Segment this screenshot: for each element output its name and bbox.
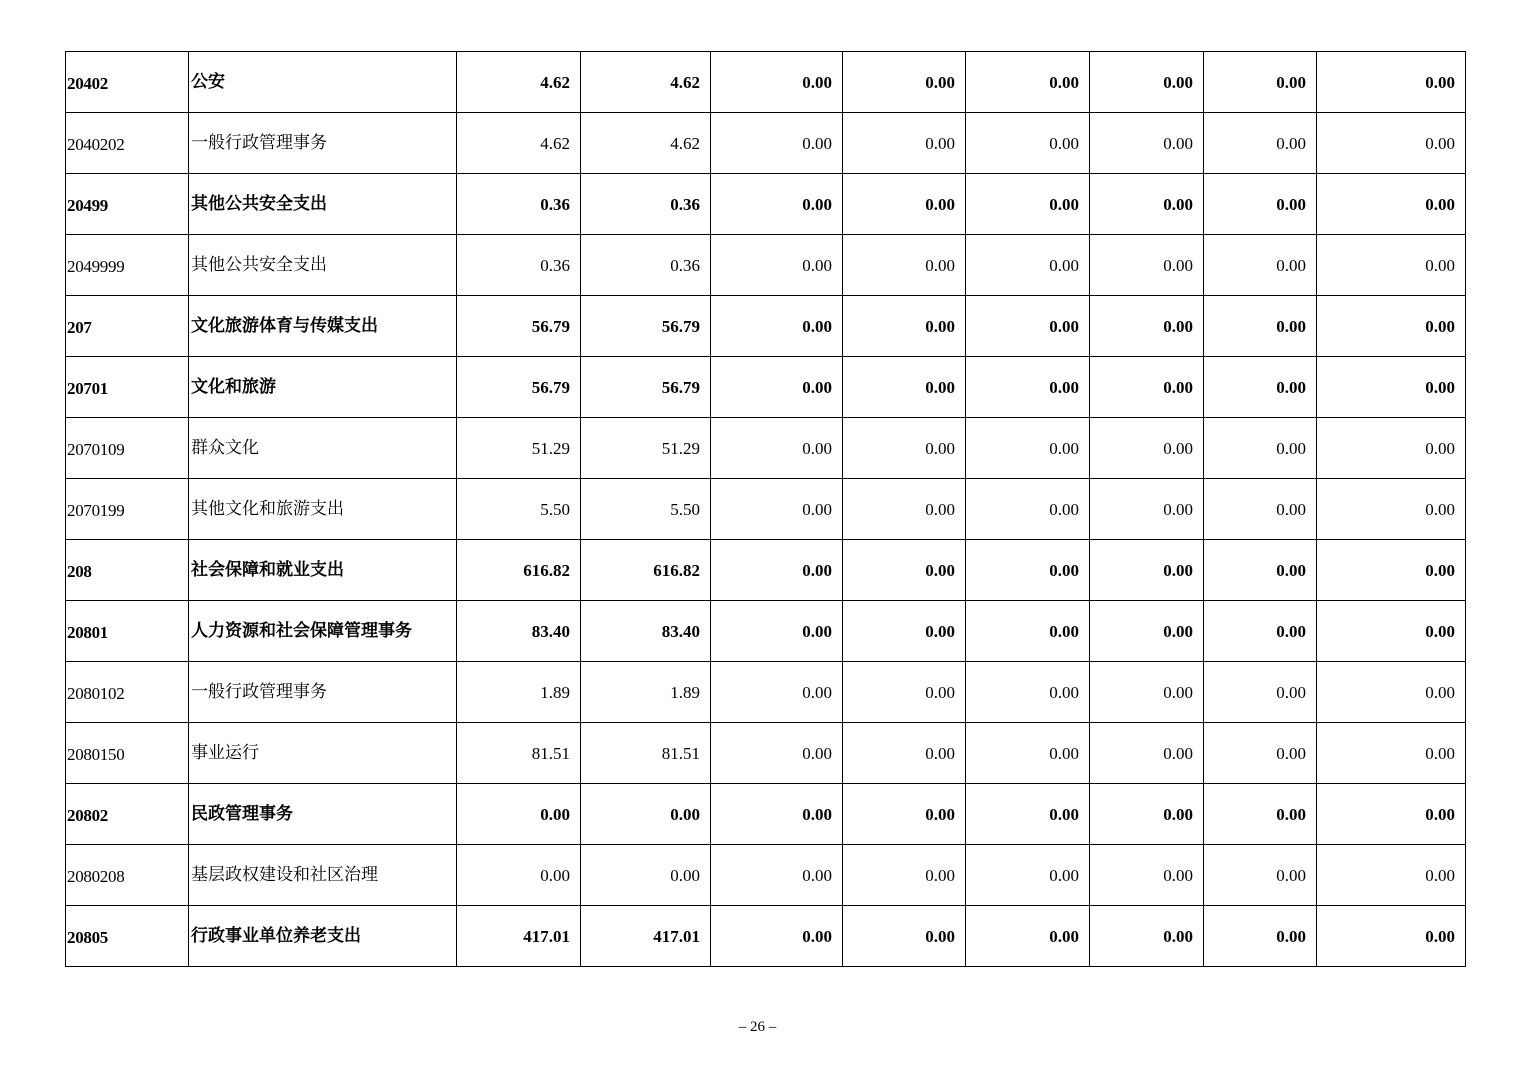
amount-cell: 0.00 — [1090, 479, 1204, 540]
amount-cell: 0.00 — [966, 357, 1090, 418]
amount-cell: 0.00 — [966, 296, 1090, 357]
amount-cell: 0.00 — [843, 784, 966, 845]
amount-cell: 0.00 — [966, 540, 1090, 601]
amount-cell: 0.00 — [1090, 235, 1204, 296]
amount-cell: 0.00 — [1090, 784, 1204, 845]
amount-cell: 0.00 — [843, 540, 966, 601]
amount-cell: 0.00 — [1317, 784, 1466, 845]
table-row — [66, 845, 1466, 906]
subject-code-cell: 2049999 — [66, 235, 189, 296]
amount-cell: 0.00 — [966, 723, 1090, 784]
amount-cell: 417.01 — [457, 906, 581, 967]
amount-cell: 0.00 — [1204, 52, 1317, 113]
subject-code-cell: 2080102 — [66, 662, 189, 723]
amount-cell: 0.00 — [1317, 845, 1466, 906]
table-row — [66, 418, 1466, 479]
amount-cell: 4.62 — [457, 113, 581, 174]
subject-code-cell: 2070199 — [66, 479, 189, 540]
amount-cell: 0.00 — [1317, 174, 1466, 235]
amount-cell: 0.00 — [1317, 601, 1466, 662]
budget-table — [65, 51, 1466, 967]
amount-cell: 4.62 — [581, 113, 711, 174]
amount-cell: 0.00 — [843, 113, 966, 174]
amount-cell: 0.00 — [711, 906, 843, 967]
subject-name-cell: 民政管理事务 — [189, 784, 457, 845]
table-row — [66, 540, 1466, 601]
amount-cell: 0.00 — [711, 662, 843, 723]
amount-cell: 0.00 — [1090, 113, 1204, 174]
page-number: – 26 – — [738, 1019, 777, 1035]
amount-cell: 0.00 — [1317, 662, 1466, 723]
table-row — [66, 174, 1466, 235]
amount-cell: 0.00 — [1204, 906, 1317, 967]
amount-cell: 0.00 — [843, 845, 966, 906]
amount-cell: 0.00 — [843, 357, 966, 418]
subject-name-cell: 一般行政管理事务 — [189, 662, 457, 723]
amount-cell: 0.00 — [1317, 296, 1466, 357]
amount-cell: 83.40 — [457, 601, 581, 662]
subject-name-cell: 其他公共安全支出 — [189, 235, 457, 296]
amount-cell: 0.00 — [1090, 357, 1204, 418]
amount-cell: 0.00 — [1204, 845, 1317, 906]
amount-cell: 0.00 — [1204, 601, 1317, 662]
amount-cell: 51.29 — [457, 418, 581, 479]
amount-cell: 0.00 — [1090, 296, 1204, 357]
amount-cell: 0.00 — [843, 418, 966, 479]
subject-code-cell: 20499 — [66, 174, 189, 235]
amount-cell: 0.00 — [1204, 418, 1317, 479]
amount-cell: 0.00 — [1317, 540, 1466, 601]
amount-cell: 0.00 — [711, 479, 843, 540]
amount-cell: 0.36 — [581, 235, 711, 296]
amount-cell: 0.00 — [581, 784, 711, 845]
table-row — [66, 662, 1466, 723]
amount-cell: 0.00 — [966, 418, 1090, 479]
subject-code-cell: 2040202 — [66, 113, 189, 174]
subject-code-cell: 20402 — [66, 52, 189, 113]
amount-cell: 0.00 — [1204, 723, 1317, 784]
amount-cell: 0.00 — [1090, 723, 1204, 784]
amount-cell: 0.00 — [1090, 52, 1204, 113]
amount-cell: 0.00 — [1090, 601, 1204, 662]
amount-cell: 616.82 — [581, 540, 711, 601]
subject-name-cell: 行政事业单位养老支出 — [189, 906, 457, 967]
amount-cell: 0.00 — [1204, 357, 1317, 418]
amount-cell: 4.62 — [457, 52, 581, 113]
subject-code-cell: 2070109 — [66, 418, 189, 479]
amount-cell: 0.00 — [843, 235, 966, 296]
amount-cell: 0.00 — [711, 52, 843, 113]
amount-cell: 56.79 — [457, 357, 581, 418]
amount-cell: 0.00 — [1090, 174, 1204, 235]
subject-name-cell: 社会保障和就业支出 — [189, 540, 457, 601]
table-row — [66, 357, 1466, 418]
subject-code-cell: 20701 — [66, 357, 189, 418]
table-row — [66, 52, 1466, 113]
subject-code-cell: 20801 — [66, 601, 189, 662]
amount-cell: 0.00 — [1090, 540, 1204, 601]
amount-cell: 56.79 — [581, 296, 711, 357]
subject-code-cell: 2080150 — [66, 723, 189, 784]
amount-cell: 0.00 — [457, 784, 581, 845]
amount-cell: 0.00 — [843, 479, 966, 540]
amount-cell: 616.82 — [457, 540, 581, 601]
amount-cell: 1.89 — [581, 662, 711, 723]
amount-cell: 0.00 — [1317, 479, 1466, 540]
amount-cell: 0.00 — [1090, 662, 1204, 723]
amount-cell: 0.00 — [966, 784, 1090, 845]
amount-cell: 0.00 — [966, 601, 1090, 662]
amount-cell: 5.50 — [457, 479, 581, 540]
amount-cell: 81.51 — [457, 723, 581, 784]
amount-cell: 0.00 — [1317, 723, 1466, 784]
amount-cell: 0.00 — [711, 845, 843, 906]
amount-cell: 417.01 — [581, 906, 711, 967]
table-row — [66, 601, 1466, 662]
amount-cell: 0.00 — [1204, 540, 1317, 601]
table-row — [66, 235, 1466, 296]
amount-cell: 0.00 — [1090, 906, 1204, 967]
subject-code-cell: 20805 — [66, 906, 189, 967]
amount-cell: 0.00 — [843, 662, 966, 723]
amount-cell: 0.00 — [711, 418, 843, 479]
amount-cell: 0.00 — [711, 174, 843, 235]
table-row — [66, 479, 1466, 540]
table-row — [66, 296, 1466, 357]
table-row — [66, 906, 1466, 967]
subject-code-cell: 207 — [66, 296, 189, 357]
amount-cell: 0.00 — [1090, 845, 1204, 906]
amount-cell: 0.00 — [843, 52, 966, 113]
table-body — [66, 52, 1466, 967]
amount-cell: 0.00 — [711, 723, 843, 784]
amount-cell: 0.00 — [711, 784, 843, 845]
table-row — [66, 784, 1466, 845]
amount-cell: 0.00 — [1204, 174, 1317, 235]
amount-cell: 0.00 — [711, 113, 843, 174]
amount-cell: 0.00 — [1317, 357, 1466, 418]
amount-cell: 0.00 — [966, 906, 1090, 967]
amount-cell: 83.40 — [581, 601, 711, 662]
amount-cell: 0.00 — [966, 845, 1090, 906]
amount-cell: 0.00 — [966, 52, 1090, 113]
amount-cell: 0.00 — [711, 357, 843, 418]
amount-cell: 0.00 — [581, 845, 711, 906]
table-row — [66, 723, 1466, 784]
amount-cell: 5.50 — [581, 479, 711, 540]
amount-cell: 0.00 — [966, 662, 1090, 723]
subject-name-cell: 群众文化 — [189, 418, 457, 479]
amount-cell: 0.00 — [1317, 418, 1466, 479]
amount-cell: 51.29 — [581, 418, 711, 479]
amount-cell: 0.00 — [711, 601, 843, 662]
amount-cell: 0.36 — [457, 235, 581, 296]
amount-cell: 0.00 — [711, 235, 843, 296]
amount-cell: 81.51 — [581, 723, 711, 784]
subject-name-cell: 其他公共安全支出 — [189, 174, 457, 235]
amount-cell: 0.00 — [843, 906, 966, 967]
amount-cell: 0.00 — [1317, 906, 1466, 967]
amount-cell: 0.00 — [1317, 113, 1466, 174]
amount-cell: 56.79 — [581, 357, 711, 418]
subject-code-cell: 208 — [66, 540, 189, 601]
amount-cell: 0.00 — [1204, 235, 1317, 296]
amount-cell: 0.00 — [711, 540, 843, 601]
amount-cell: 0.00 — [843, 723, 966, 784]
amount-cell: 0.00 — [1090, 418, 1204, 479]
amount-cell: 0.00 — [457, 845, 581, 906]
amount-cell: 0.00 — [1204, 296, 1317, 357]
amount-cell: 0.00 — [843, 296, 966, 357]
amount-cell: 56.79 — [457, 296, 581, 357]
subject-name-cell: 人力资源和社会保障管理事务 — [189, 601, 457, 662]
subject-name-cell: 文化和旅游 — [189, 357, 457, 418]
subject-name-cell: 文化旅游体育与传媒支出 — [189, 296, 457, 357]
amount-cell: 0.00 — [843, 174, 966, 235]
table-row — [66, 113, 1466, 174]
subject-name-cell: 基层政权建设和社区治理 — [189, 845, 457, 906]
subject-name-cell: 事业运行 — [189, 723, 457, 784]
subject-name-cell: 公安 — [189, 52, 457, 113]
amount-cell: 0.00 — [1204, 662, 1317, 723]
subject-name-cell: 其他文化和旅游支出 — [189, 479, 457, 540]
amount-cell: 0.36 — [457, 174, 581, 235]
amount-cell: 0.00 — [711, 296, 843, 357]
amount-cell: 0.00 — [1317, 52, 1466, 113]
subject-code-cell: 2080208 — [66, 845, 189, 906]
amount-cell: 1.89 — [457, 662, 581, 723]
amount-cell: 0.00 — [1317, 235, 1466, 296]
amount-cell: 4.62 — [581, 52, 711, 113]
amount-cell: 0.00 — [966, 174, 1090, 235]
amount-cell: 0.00 — [966, 479, 1090, 540]
amount-cell: 0.00 — [1204, 784, 1317, 845]
amount-cell: 0.00 — [843, 601, 966, 662]
amount-cell: 0.36 — [581, 174, 711, 235]
amount-cell: 0.00 — [966, 113, 1090, 174]
amount-cell: 0.00 — [1204, 479, 1317, 540]
subject-name-cell: 一般行政管理事务 — [189, 113, 457, 174]
amount-cell: 0.00 — [966, 235, 1090, 296]
subject-code-cell: 20802 — [66, 784, 189, 845]
amount-cell: 0.00 — [1204, 113, 1317, 174]
